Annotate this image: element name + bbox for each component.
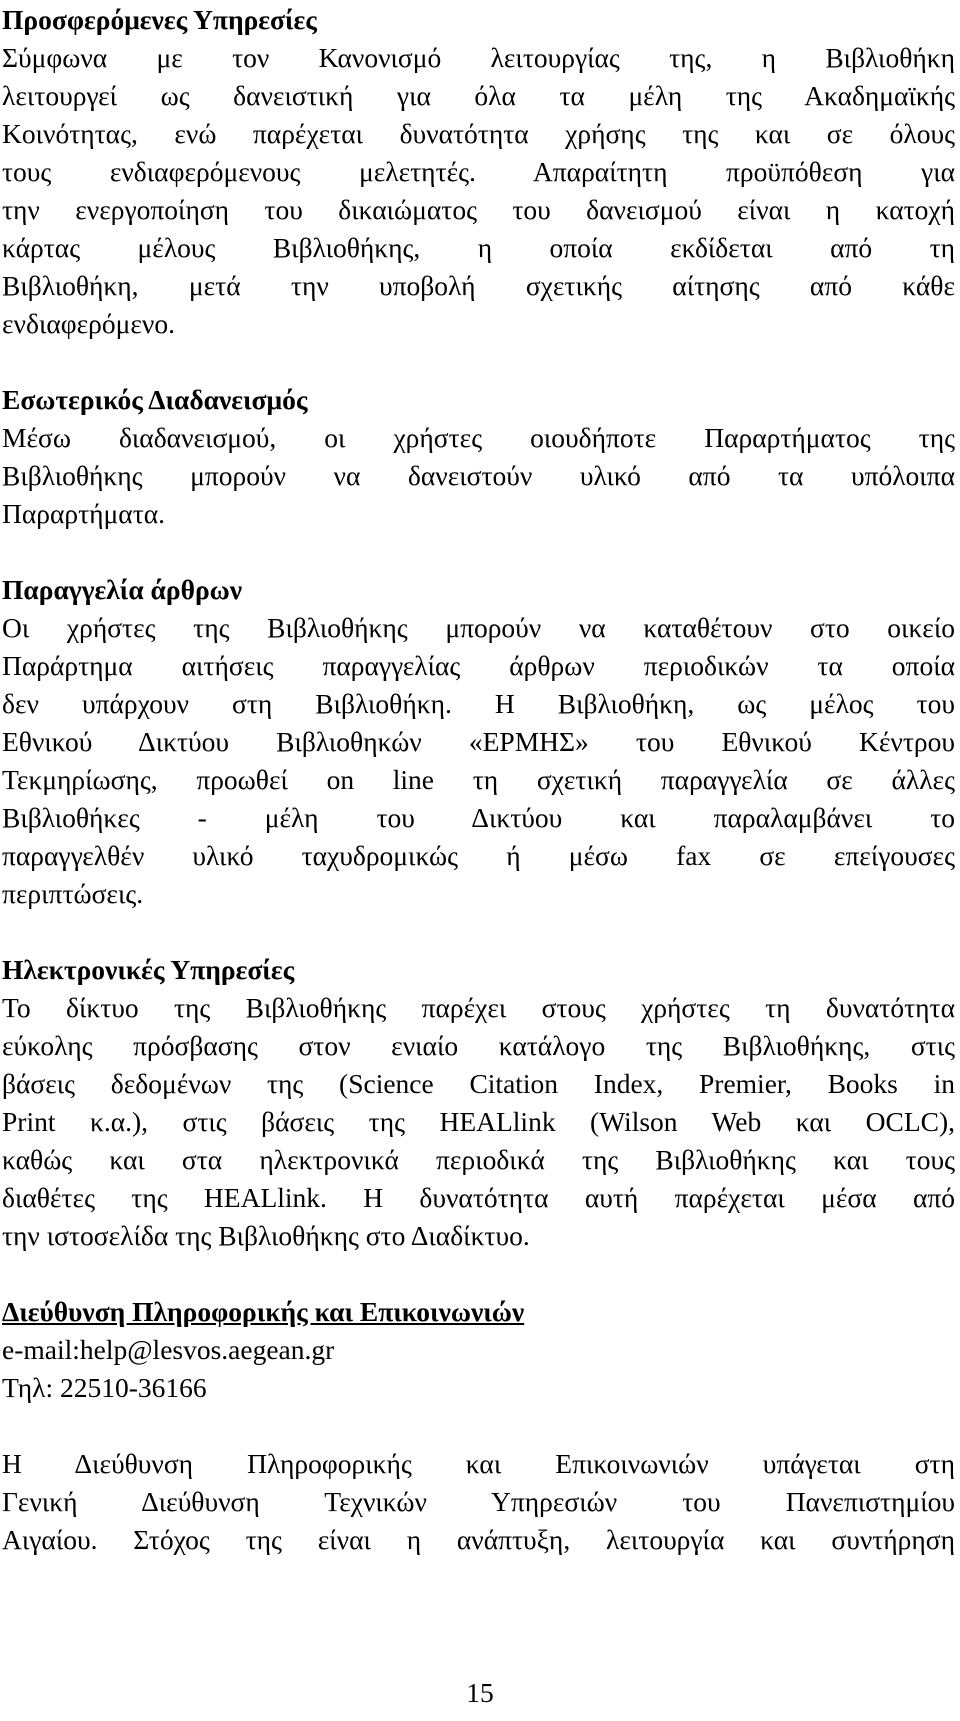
article-orders-line-3: δεν υπάρχουν στη Βιβλιοθήκη. Η Βιβλιοθήκη, ως μέλος του	[2, 688, 955, 719]
article-orders-line-4: Εθνικού Δικτύου Βιβλιοθηκών «ΕΡΜΗΣ» του Εθνικού Κέντρου	[2, 726, 955, 757]
it-directorate-phone: Τηλ: 22510-36166	[2, 1372, 207, 1403]
interlending-heading: Εσωτερικός Διαδανεισμός	[2, 384, 308, 415]
services-line-3: Κοινότητας, ενώ παρέχεται δυνατότητα χρήσης της και σε όλους	[2, 118, 955, 149]
paragraph-gap	[2, 1407, 955, 1445]
paragraph-gap	[2, 913, 955, 951]
electronic-services-line-1: Το δίκτυο της Βιβλιοθήκης παρέχει στους χρήστες τη δυνατότητα	[2, 992, 955, 1023]
services-line-2: λειτουργεί ως δανειστική για όλα τα μέλη της Ακαδημαϊκής	[2, 80, 955, 111]
services-line-5: την ενεργοποίηση του δικαιώματος του δανεισμού είναι η κατοχή	[2, 194, 955, 225]
services-line-4: τους ενδιαφερόμενους μελετητές. Απαραίτητη προϋπόθεση για	[2, 156, 955, 187]
electronic-services-line-4: Print κ.α.), στις βάσεις της HEALlink (Wilson Web και OCLC),	[2, 1106, 955, 1137]
it-directorate-line-3: Αιγαίου. Στόχος της είναι η ανάπτυξη, λειτουργία και συντήρηση	[2, 1524, 955, 1555]
electronic-services-line-5: καθώς και στα ηλεκτρονικά περιοδικά της Βιβλιοθήκης και τους	[2, 1144, 955, 1175]
article-orders-line-1: Οι χρήστες της Βιβλιοθήκης μπορούν να καταθέτουν στο οικείο	[2, 612, 955, 643]
article-orders-line-7: παραγγελθέν υλικό ταχυδρομικώς ή μέσω fax σε επείγουσες	[2, 840, 955, 871]
paragraph-gap	[2, 343, 955, 381]
electronic-services-line-2: εύκολης πρόσβασης στον ενιαίο κατάλογο της Βιβλιοθήκης, στις	[2, 1030, 955, 1061]
interlending-line-3: Παραρτήματα.	[2, 498, 166, 529]
paragraph-gap	[2, 1255, 955, 1293]
services-line-8: ενδιαφερόμενο.	[2, 308, 175, 339]
electronic-services-heading: Ηλεκτρονικές Υπηρεσίες	[2, 954, 295, 985]
article-orders-line-8: περιπτώσεις.	[2, 878, 144, 909]
electronic-services-line-7: την ιστοσελίδα της Βιβλιοθήκης στο Διαδίκτυο.	[2, 1220, 530, 1251]
paragraph-gap	[2, 533, 955, 571]
page-number: 15	[466, 1677, 494, 1708]
services-line-6: κάρτας μέλους Βιβλιοθήκης, η οποία εκδίδεται από τη	[2, 232, 955, 263]
it-directorate-line-2: Γενική Διεύθυνση Τεχνικών Υπηρεσιών του Πανεπιστημίου	[2, 1486, 955, 1517]
article-orders-line-5: Τεκμηρίωσης, προωθεί on line τη σχετική παραγγελία σε άλλες	[2, 764, 955, 795]
services-line-1: Σύμφωνα με τον Κανονισμό λειτουργίας της, η Βιβλιοθήκη	[2, 42, 955, 73]
electronic-services-line-6: διαθέτες της HEALlink. Η δυνατότητα αυτή παρέχεται μέσα από	[2, 1182, 955, 1213]
electronic-services-line-3: βάσεις δεδομένων της (Science Citation Index, Premier, Books in	[2, 1068, 955, 1099]
services-heading: Προσφερόμενες Υπηρεσίες	[2, 4, 317, 35]
article-orders-heading: Παραγγελία άρθρων	[2, 574, 243, 605]
it-directorate-heading: Διεύθυνση Πληροφορικής και Επικοινωνιών	[2, 1296, 525, 1327]
article-orders-line-6: Βιβλιοθήκες - μέλη του Δικτύου και παραλαμβάνει το	[2, 802, 955, 833]
interlending-line-2: Βιβλιοθήκης μπορούν να δανειστούν υλικό από τα υπόλοιπα	[2, 460, 955, 491]
services-line-7: Βιβλιοθήκη, μετά την υποβολή σχετικής αίτησης από κάθε	[2, 270, 955, 301]
interlending-line-1: Μέσω διαδανεισμού, οι χρήστες οιουδήποτε Παραρτήματος της	[2, 422, 955, 453]
it-directorate-line-1: Η Διεύθυνση Πληροφορικής και Επικοινωνιών υπάγεται στη	[2, 1448, 955, 1479]
it-directorate-email: e-mail:help@lesvos.aegean.gr	[2, 1334, 335, 1365]
article-orders-line-2: Παράρτημα αιτήσεις παραγγελίας άρθρων περιοδικών τα οποία	[2, 650, 955, 681]
